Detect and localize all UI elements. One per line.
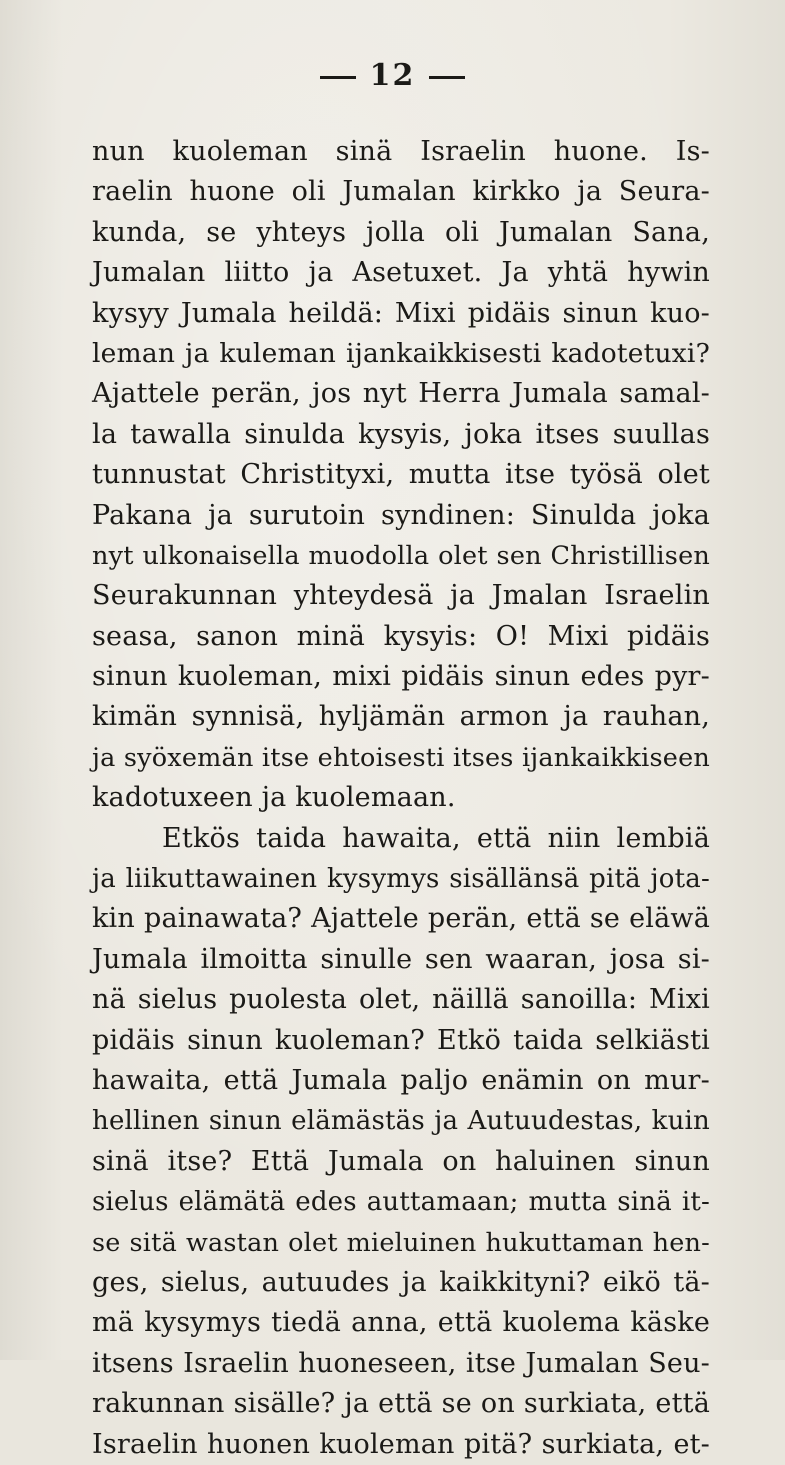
text-line: mä kysymys tiedä anna, että kuolema käske xyxy=(92,1307,710,1339)
page-number: 12 xyxy=(369,58,416,93)
header-dash-right xyxy=(429,76,465,79)
page-header xyxy=(0,58,785,93)
text-line: Etkös taida hawaita, että niin lembiä xyxy=(162,822,710,854)
text-line: sinun kuoleman, mixi pidäis sinun edes pyr- xyxy=(92,661,710,693)
text-line: Jumala ilmoitta sinulle sen waaran, josa si- xyxy=(92,943,710,975)
text-line: sinä itse? Että Jumala on haluinen sinun xyxy=(92,1145,710,1177)
text-line: ges, sielus, autuudes ja kaikkityni? eikö tä- xyxy=(92,1266,710,1298)
text-line: Pakana ja surutoin syndinen: Sinulda joka xyxy=(92,499,710,531)
text-line: nä sielus puolesta olet, näillä sanoilla: Mixi xyxy=(92,984,710,1016)
text-line: raelin huone oli Jumalan kirkko ja Seura- xyxy=(92,176,710,208)
text-line: kimän synnisä, hyljämän armon ja rauhan, xyxy=(92,701,710,733)
text-line: Jumalan liitto ja Asetuxet. Ja yhtä hywin xyxy=(92,257,710,289)
text-line: se sitä wastan olet mieluinen hukuttaman hen- xyxy=(92,1227,710,1258)
text-line: la tawalla sinulda kysyis, joka itses suullas xyxy=(92,418,710,450)
header-dash-left xyxy=(320,76,356,79)
text-line: tunnustat Christityxi, mutta itse työsä olet xyxy=(92,459,710,491)
text-line: nun kuoleman sinä Israelin huone. Is- xyxy=(92,136,710,167)
text-line: kin painawata? Ajattele perän, että se eläwä xyxy=(92,903,710,935)
text-line: kadotuxeen ja kuolemaan. xyxy=(92,782,456,814)
text-line: kysyy Jumala heildä: Mixi pidäis sinun kuo- xyxy=(92,297,710,329)
text-line: kunda, se yhteys jolla oli Jumalan Sana, xyxy=(92,216,710,248)
text-line: rakunnan sisälle? ja että se on surkiata, että xyxy=(92,1388,710,1420)
text-line: hellinen sinun elämästäs ja Autuudestas, kuin xyxy=(92,1106,710,1137)
text-line: sielus elämätä edes auttamaan; mutta sinä it- xyxy=(92,1187,710,1218)
text-line: Ajattele perän, jos nyt Herra Jumala samal- xyxy=(92,378,710,410)
text-line: itsens Israelin huoneseen, itse Jumalan Seu- xyxy=(92,1347,710,1379)
text-line: ja liikuttawainen kysymys sisällänsä pitä jota- xyxy=(92,864,710,895)
text-line: hawaita, että Jumala paljo enämin on mur- xyxy=(92,1064,710,1096)
text-line: seasa, sanon minä kysyis: O! Mixi pidäis xyxy=(92,620,710,652)
text-line: leman ja kuleman ijankaikkisesti kadotetuxi? xyxy=(92,337,710,369)
text-line: pidäis sinun kuoleman? Etkö taida selkiästi xyxy=(92,1024,710,1056)
text-line: Israelin huonen kuoleman pitä? surkiata, et- xyxy=(92,1428,710,1460)
text-line: ja syöxemän itse ehtoisesti itses ijankaikkiseen xyxy=(92,742,710,773)
text-line: nyt ulkonaisella muodolla olet sen Christillisen xyxy=(92,540,710,571)
body-text xyxy=(92,132,710,1465)
text-line: Seurakunnan yhteydesä ja Jmalan Israelin xyxy=(92,580,710,612)
